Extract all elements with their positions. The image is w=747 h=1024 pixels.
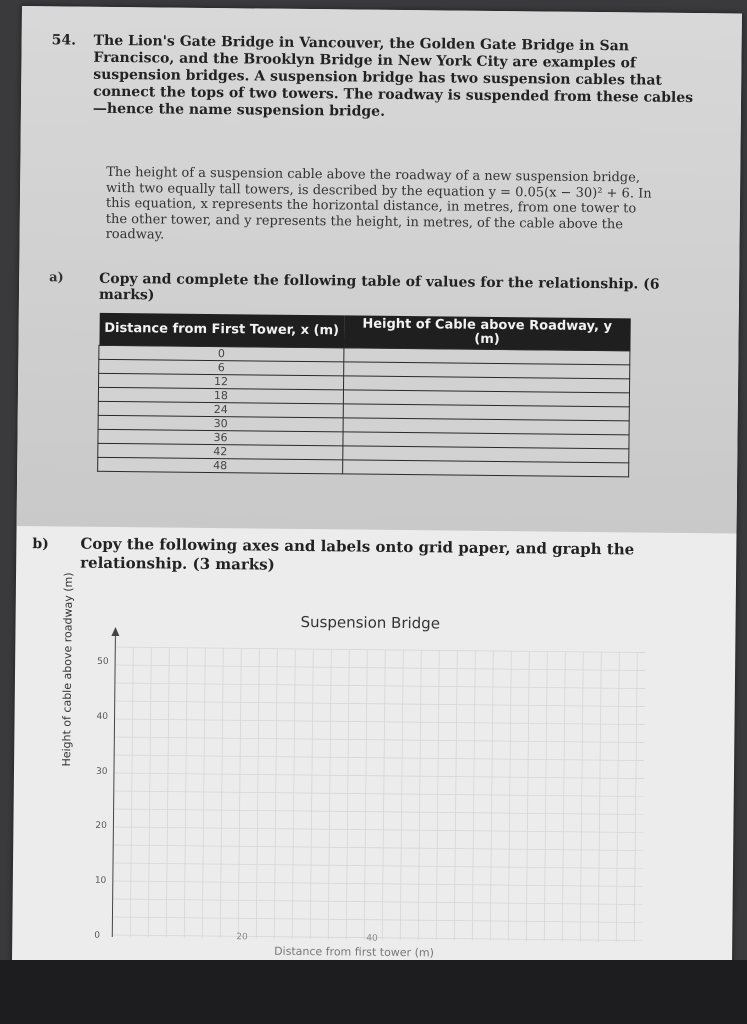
y-tick-label: 40 bbox=[96, 711, 109, 722]
grid-line bbox=[115, 701, 645, 707]
grid-line bbox=[418, 650, 421, 940]
grid-line bbox=[202, 648, 205, 938]
grid-line bbox=[130, 647, 133, 937]
y-axis-label-text: Height of cable above roadway (m) bbox=[60, 572, 76, 767]
grid-line bbox=[114, 773, 644, 779]
y-tick-label: 20 bbox=[95, 821, 107, 832]
x-tick-label: 20 bbox=[236, 932, 248, 943]
grid-line bbox=[544, 652, 547, 942]
graph-axes bbox=[82, 627, 665, 953]
question-intro: The Lion's Gate Bridge in Vancouver, the Golden Gate Bridge in San Francisco, and the Brooklyn Bridge in New York City are examples of suspension bridges. A suspension bridge has two suspension cables that connect the tops of two towers. The roadway is suspended from these cables—hence the name suspension bridge. bbox=[92, 32, 694, 120]
grid-line bbox=[436, 650, 439, 940]
x-value-cell: 12 bbox=[99, 373, 344, 390]
x-value-cell: 36 bbox=[98, 429, 343, 446]
grid-line bbox=[382, 650, 385, 940]
x-value-cell: 30 bbox=[98, 415, 343, 432]
grid-line bbox=[238, 648, 241, 938]
grid-line bbox=[328, 649, 331, 939]
question-number: 54. bbox=[51, 32, 77, 49]
grid-line bbox=[113, 863, 643, 869]
graph-grid bbox=[112, 647, 645, 943]
grid-line bbox=[113, 845, 643, 851]
grid-line bbox=[115, 683, 645, 689]
part-b-label: b) bbox=[32, 536, 49, 553]
worksheet-page bbox=[12, 6, 742, 973]
x-value-cell: 6 bbox=[99, 359, 344, 376]
grid-line bbox=[114, 809, 644, 815]
grid-line bbox=[166, 648, 169, 938]
background-surface bbox=[0, 960, 747, 1024]
x-value-cell: 24 bbox=[98, 401, 343, 418]
grid-line bbox=[112, 917, 642, 923]
grid-line bbox=[113, 881, 643, 887]
equation-info: The height of a suspension cable above the roadway of a new suspension bridge, with two equally tall towers, is described by the equation y = 0.05(x − 30)² + 6. In this equation, x represents the horizontal distance, in metres, from one tower to the other tower, and y represents the height, in metres, of the cable above the roadway. bbox=[105, 164, 652, 243]
grid-line bbox=[115, 647, 645, 653]
x-tick-label: 40 bbox=[366, 933, 378, 944]
grid-line bbox=[598, 652, 601, 942]
grid-line bbox=[562, 652, 565, 942]
grid-line bbox=[508, 651, 511, 941]
grid-line bbox=[274, 649, 277, 939]
grid-line bbox=[113, 899, 643, 905]
column-header-height: Height of Cable above Roadway, y (m) bbox=[344, 315, 630, 350]
grid-line bbox=[114, 755, 644, 761]
grid-line bbox=[472, 651, 475, 941]
grid-line bbox=[400, 650, 403, 940]
grid-line bbox=[580, 652, 583, 942]
y-tick-label: 10 bbox=[94, 875, 107, 887]
grid-line bbox=[115, 719, 645, 725]
y-axis-arrow-icon bbox=[111, 627, 119, 636]
x-value-cell: 18 bbox=[98, 387, 343, 404]
grid-line bbox=[292, 649, 295, 939]
y-tick-label: 30 bbox=[95, 766, 108, 777]
grid-line bbox=[115, 665, 645, 671]
grid-line bbox=[184, 648, 187, 938]
grid-line bbox=[113, 827, 643, 833]
grid-line bbox=[526, 651, 529, 941]
grid-line bbox=[616, 652, 619, 942]
grid-line bbox=[114, 791, 644, 797]
y-value-cell bbox=[343, 460, 629, 477]
table-of-values bbox=[97, 313, 631, 478]
grid-line bbox=[148, 647, 151, 937]
grid-line bbox=[454, 651, 457, 941]
grid-line bbox=[364, 650, 367, 940]
grid-line bbox=[310, 649, 313, 939]
x-value-cell: 42 bbox=[98, 443, 343, 460]
x-value-cell: 48 bbox=[98, 457, 343, 474]
part-b-text: Copy the following axes and labels onto grid paper, and graph the relationship. (3 marks) bbox=[80, 534, 635, 574]
grid-line bbox=[256, 649, 259, 939]
grid-line bbox=[346, 649, 349, 939]
chart-title: Suspension Bridge bbox=[300, 612, 441, 633]
x-axis-label: Distance from first tower (m) bbox=[274, 944, 434, 960]
grid-line bbox=[114, 737, 644, 743]
grid-line bbox=[490, 651, 493, 941]
part-a-label: a) bbox=[49, 270, 64, 286]
grid-line bbox=[634, 652, 637, 942]
part-a-text: Copy and complete the following table of values for the relationship. (6 marks) bbox=[98, 270, 660, 304]
y-axis bbox=[112, 631, 115, 937]
y-tick-label: 0 bbox=[94, 930, 101, 941]
column-header-distance: Distance from First Tower, x (m) bbox=[99, 313, 344, 348]
y-tick-label: 50 bbox=[97, 656, 109, 667]
grid-line bbox=[220, 648, 223, 938]
y-axis-label bbox=[60, 572, 76, 779]
x-value-cell: 0 bbox=[99, 345, 344, 362]
